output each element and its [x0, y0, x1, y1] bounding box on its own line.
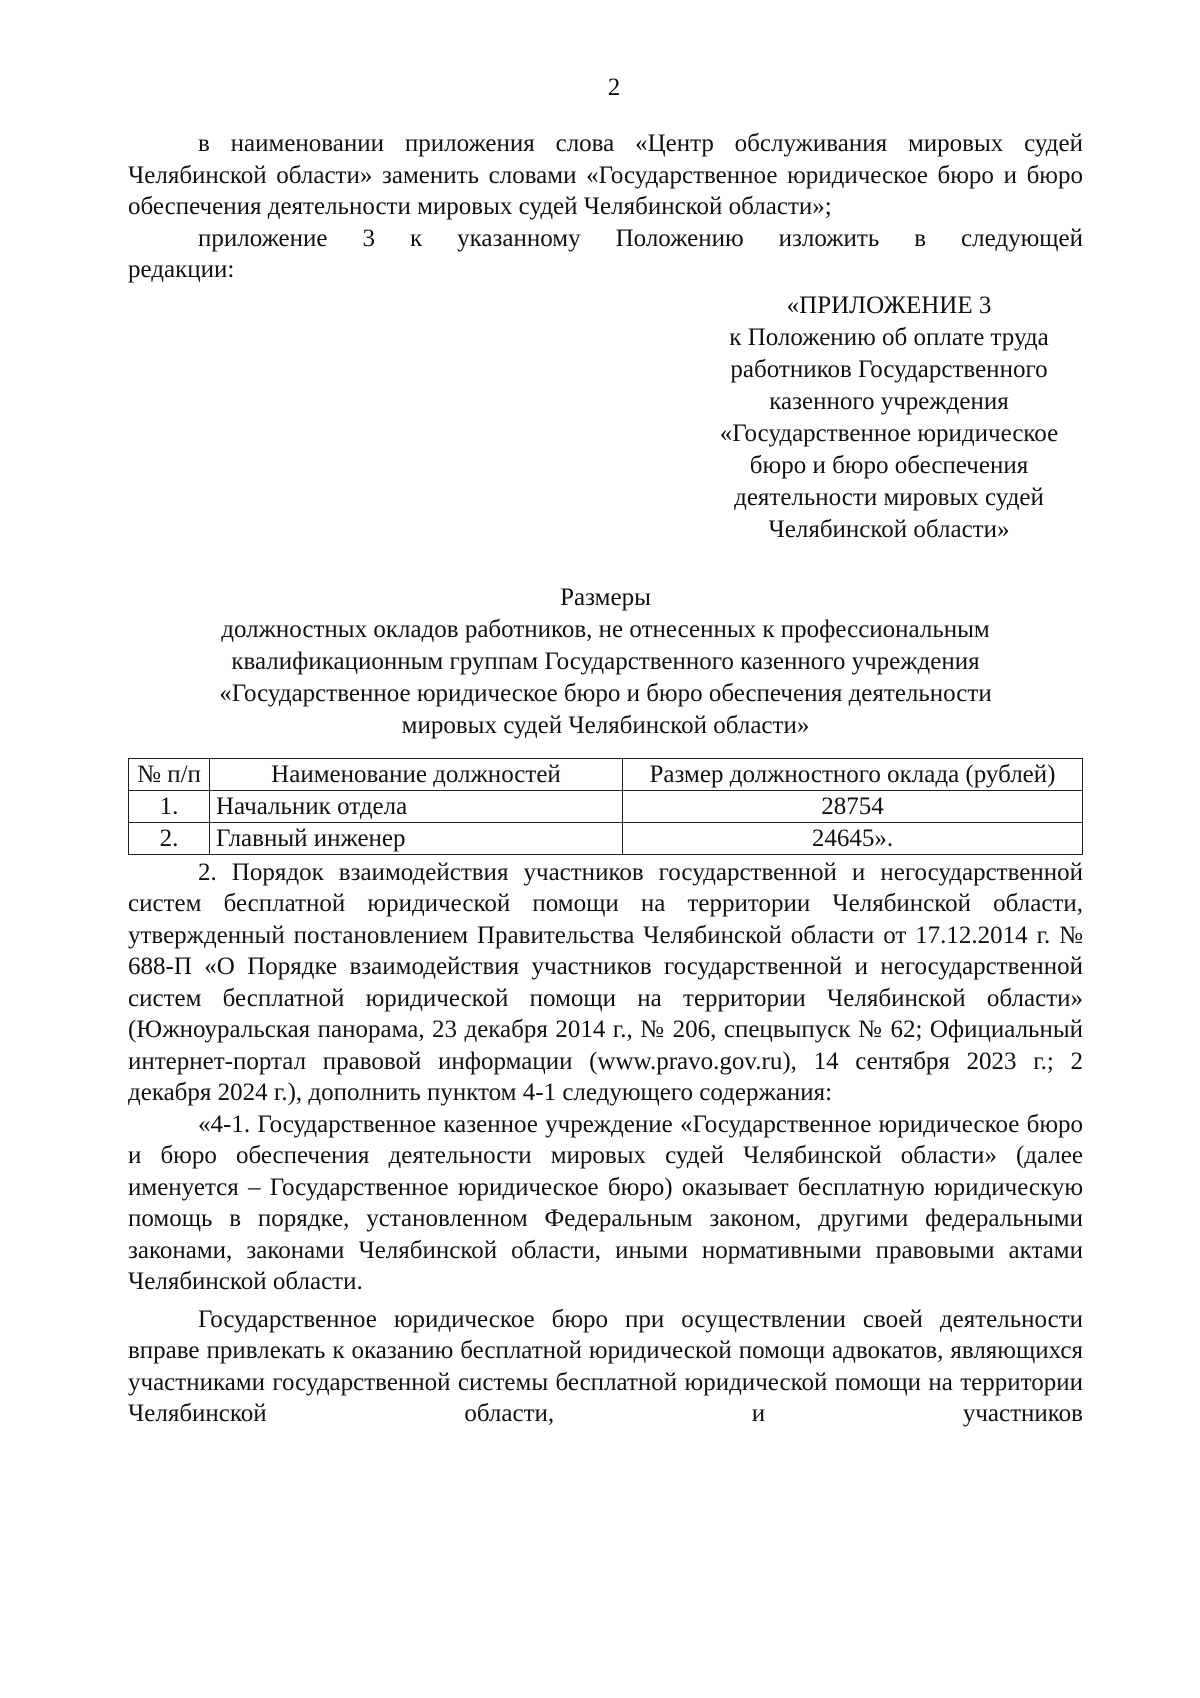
table-heading [128, 582, 1083, 742]
appendix-line: казенного учреждения [769, 387, 1009, 415]
appendix-line: «ПРИЛОЖЕНИЕ 3 [786, 291, 992, 319]
section-4-1-paragraph: «4-1. Государственное казенное учреждение «Государственное юридическое бюро и бюро обеспечения деятельности мировых судей Челябинской области» (далее именуется – Государственное юридическое бюро) оказывает бесплатную юридическую помощь в порядке, установленном Федеральным законом, другими федеральными законами, законами Челябинской области, иными нормативными правовыми актами Челябинской области. [128, 1110, 1083, 1295]
heading-line: мировых судей Челябинской области» [401, 711, 810, 739]
heading-title: Размеры [560, 583, 651, 611]
appendix-line: к Положению об оплате труда [729, 323, 1049, 351]
appendix-line: работников Государственного [730, 355, 1048, 383]
header-position: Наименование должностей [210, 758, 623, 790]
bureau-paragraph: Государственное юридическое бюро при осуществлении своей деятельности вправе привлекать к оказанию бесплатной юридической помощи адвокатов, являющихся участниками государственной системы бесплатной юридической помощи на территории Челябинской области, и участников [128, 1305, 1083, 1427]
appendix-line: Челябинской области» [768, 515, 1010, 543]
appendix-line: «Государственное юридическое [719, 419, 1059, 447]
header-number: № п/п [129, 758, 210, 790]
section-2-paragraph: 2. Порядок взаимодействия участников государственной и негосударственной систем бесплатной юридической помощи на территории Челябинской области, утвержденный постановлением Правительства Челябинской области от 17.12.2014 г. № 688-П «О Порядке взаимодействия участников государственной и негосударственной систем бесплатной юридической помощи на территории Челябинской области» (Южноуральская панорама, 23 декабря 2014 г., № 206, спецвыпуск № 62; Официальный интернет-портал правовой информации (www.pravo.gov.ru), 14 сентября 2023 г.; 2 декабря 2024 г.), дополнить пунктом 4-1 следующего содержания: [128, 858, 1083, 1106]
heading-line: должностных окладов работников, не отнесенных к профессиональным [221, 615, 990, 643]
heading-line: квалификационным группам Государственного казенного учреждения [231, 647, 980, 675]
row-number: 2. [129, 822, 210, 854]
table-header-row [129, 758, 1083, 790]
row-position: Главный инженер [210, 822, 623, 854]
salary-table [128, 758, 1083, 855]
appendix-line: деятельности мировых судей [734, 483, 1044, 511]
table-row [129, 822, 1083, 854]
appendix-line: бюро и бюро обеспечения [749, 451, 1029, 479]
appendix-header [690, 290, 1088, 546]
intro-paragraph-2-line-1: приложение 3 к указанному Положению изложить в следующей [198, 224, 1083, 252]
row-number: 1. [129, 790, 210, 822]
intro-paragraph-2-line-2: редакции: [128, 256, 235, 283]
intro-paragraph-1: в наименовании приложения слова «Центр обслуживания мировых судей Челябинской области» заменить словами «Государственное юридическое бюро и бюро обеспечения деятельности мировых судей Челябинской области»; [128, 130, 1083, 220]
header-salary: Размер должностного оклада (рублей) [623, 758, 1083, 790]
row-salary: 24645». [623, 822, 1083, 854]
table-row [129, 790, 1083, 822]
row-salary: 28754 [623, 790, 1083, 822]
row-position: Начальник отдела [210, 790, 623, 822]
heading-line: «Государственное юридическое бюро и бюро обеспечения деятельности [219, 679, 992, 707]
page-number: 2 [607, 74, 621, 101]
document-body [128, 128, 1083, 1430]
